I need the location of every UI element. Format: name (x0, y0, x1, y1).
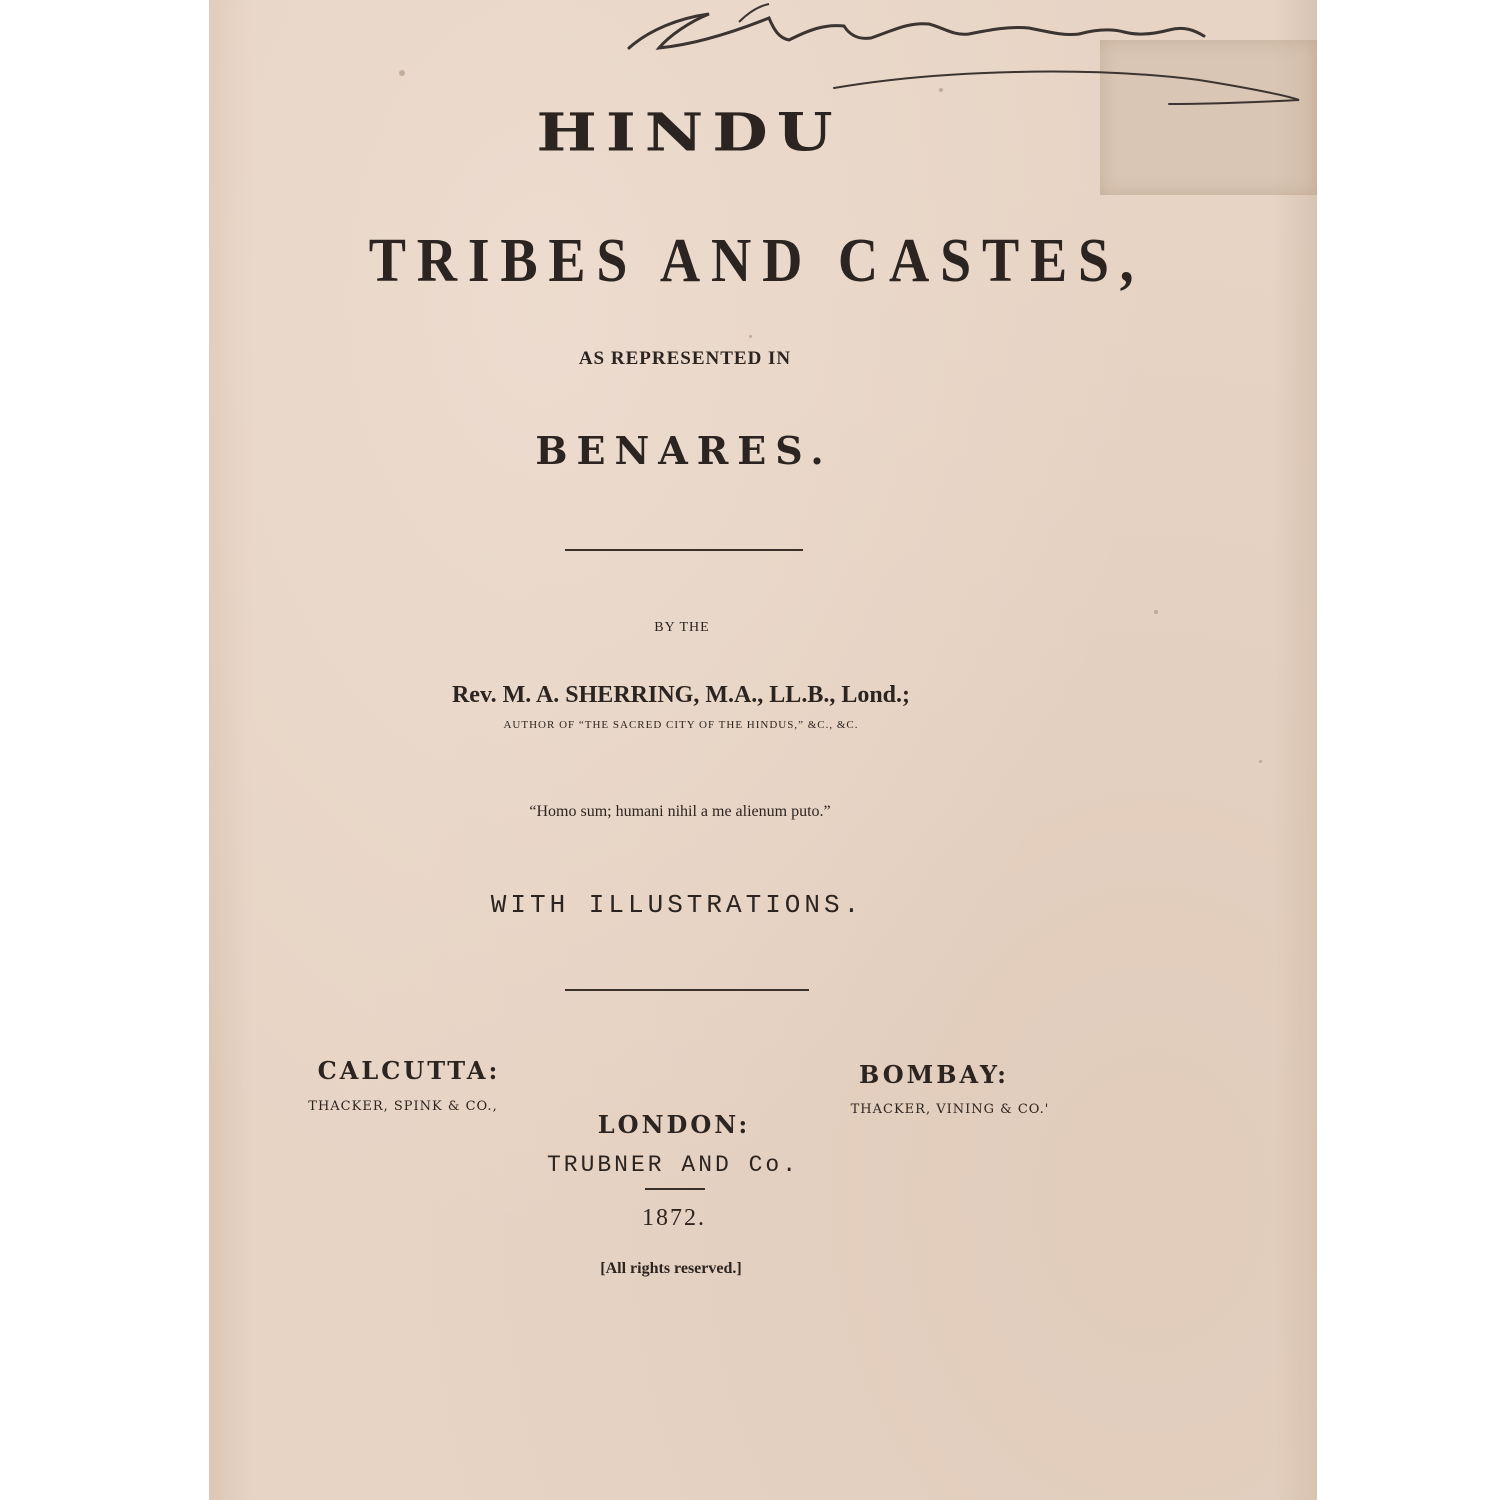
book-title: HINDU (536, 102, 842, 164)
epigraph: “Homo sum; humani nihil a me alienum puto.” (529, 803, 831, 820)
publication-year: 1872. (642, 1205, 706, 1231)
imprint-publisher-london: TRUBNER AND Co. (546, 1152, 800, 1178)
imprint-city-calcutta: CALCUTTA: (317, 1056, 501, 1085)
as-represented-text: AS REPRESENTED IN (578, 348, 792, 369)
divider (565, 989, 809, 991)
place-name: BENARES. (535, 428, 833, 473)
book-subtitle: TRIBES AND CASTES, (368, 227, 1145, 295)
foxing-spot (749, 335, 752, 338)
imprint-city-london: LONDON: (597, 1110, 751, 1139)
imprint-publisher-calcutta: THACKER, SPINK & CO., (308, 1099, 498, 1114)
divider (565, 549, 803, 551)
foxing-spot (1154, 610, 1158, 614)
rights-notice: [All rights reserved.] (600, 1260, 742, 1277)
foxing-spot (1259, 760, 1262, 763)
short-divider (645, 1188, 705, 1190)
by-line: BY THE (654, 620, 710, 635)
author-name: Rev. M. A. SHERRING, M.A., LL.B., Lond.; (451, 682, 911, 708)
illustrations-note: WITH ILLUSTRATIONS. (490, 890, 864, 920)
author-credentials: AUTHOR OF “THE SACRED CITY OF THE HINDUS,” &C., &C. (503, 719, 859, 731)
foxing-spot (399, 70, 405, 76)
imprint-publisher-bombay: THACKER, VINING & CO.' (850, 1102, 1050, 1117)
imprint-city-bombay: BOMBAY: (859, 1060, 1009, 1089)
title-page (209, 0, 1317, 1500)
